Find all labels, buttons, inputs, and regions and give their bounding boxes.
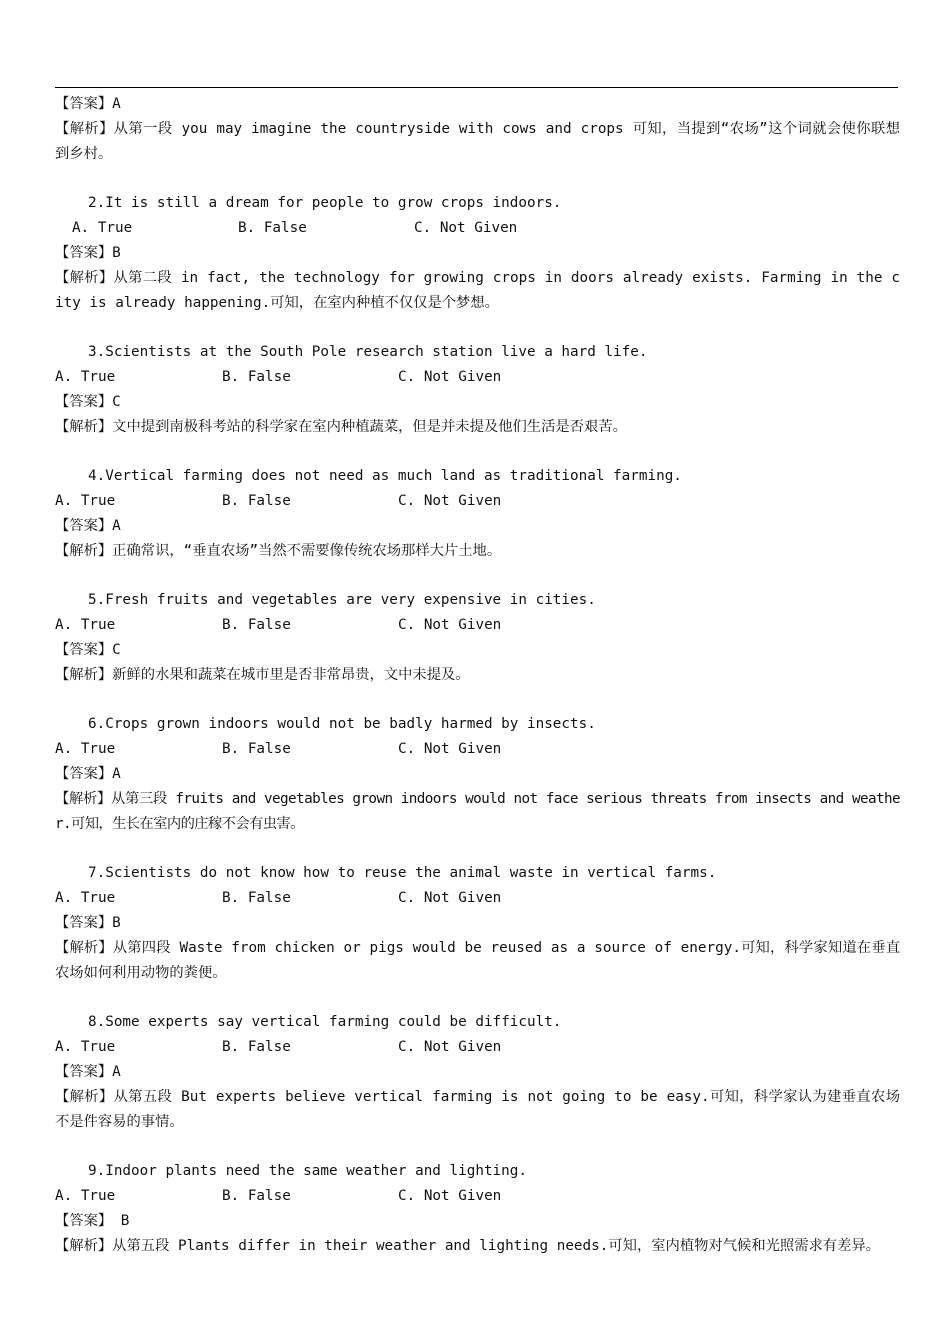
answer-line: 【答案】B <box>55 245 121 261</box>
option-a: A. True <box>55 1039 116 1055</box>
option-row <box>55 489 900 514</box>
question-block-3 <box>55 340 900 440</box>
analysis-line: 【解析】从第三段 fruits and vegetables grown indoors would not face serious threats from insects and weather.可知，生长在室内的庄稼不会有虫害。 <box>55 791 900 832</box>
top-rule <box>55 87 898 88</box>
option-row <box>55 365 900 390</box>
option-c: C. Not Given <box>414 220 518 236</box>
answer-line: 【答案】C <box>55 394 121 410</box>
question-stem: 5.Fresh fruits and vegetables are very expensive in cities. <box>88 592 596 608</box>
document-body <box>55 92 900 1283</box>
answer-line: 【答案】B <box>55 915 121 931</box>
option-row <box>55 886 900 911</box>
answer-line: 【答案】A <box>55 1064 121 1080</box>
question-stem: 7.Scientists do not know how to reuse the animal waste in vertical farms. <box>88 865 717 881</box>
question-stem: 3.Scientists at the South Pole research station live a hard life. <box>88 344 648 360</box>
question-stem: 2.It is still a dream for people to grow crops indoors. <box>88 195 562 211</box>
option-c: C. Not Given <box>398 369 502 385</box>
question-block-1 <box>55 92 900 167</box>
analysis-line: 【解析】从第四段 Waste from chicken or pigs would be reused as a source of energy.可知，科学家知道在垂直农场如何利用动物的粪便。 <box>55 940 900 981</box>
answer-line: 【答案】 B <box>55 1213 130 1229</box>
option-a: A. True <box>72 220 133 236</box>
option-a: A. True <box>55 741 116 757</box>
analysis-line: 【解析】新鲜的水果和蔬菜在城市里是否非常昂贵，文中未提及。 <box>55 667 470 683</box>
question-block-8 <box>55 1010 900 1135</box>
question-block-7 <box>55 861 900 986</box>
question-stem: 6.Crops grown indoors would not be badly harmed by insects. <box>88 716 596 732</box>
answer-line: 【答案】A <box>55 96 121 112</box>
option-row <box>55 613 900 638</box>
option-b: B. False <box>222 1039 291 1055</box>
option-c: C. Not Given <box>398 617 502 633</box>
analysis-line: 【解析】正确常识，“垂直农场”当然不需要像传统农场那样大片土地。 <box>55 543 502 559</box>
analysis-line: 【解析】从第二段 in fact, the technology for growing crops in doors already exists. Farming in the city is already happening.可知，在室内种植不仅仅是个梦想。 <box>55 270 900 311</box>
option-row <box>55 737 900 762</box>
analysis-line: 【解析】从第五段 Plants differ in their weather and lighting needs.可知，室内植物对气候和光照需求有差异。 <box>55 1238 880 1254</box>
question-block-5 <box>55 588 900 688</box>
answer-line: 【答案】A <box>55 518 121 534</box>
option-c: C. Not Given <box>398 741 502 757</box>
option-b: B. False <box>222 890 291 906</box>
option-c: C. Not Given <box>398 890 502 906</box>
option-c: C. Not Given <box>398 1039 502 1055</box>
question-stem: 4.Vertical farming does not need as much land as traditional farming. <box>88 468 682 484</box>
question-block-6 <box>55 712 900 837</box>
option-b: B. False <box>222 617 291 633</box>
option-c: C. Not Given <box>398 493 502 509</box>
analysis-line: 【解析】文中提到南极科考站的科学家在室内种植蔬菜，但是并未提及他们生活是否艰苦。 <box>55 419 627 435</box>
answer-line: 【答案】A <box>55 766 121 782</box>
question-stem: 9.Indoor plants need the same weather and lighting. <box>88 1163 527 1179</box>
option-row <box>55 1184 900 1209</box>
option-a: A. True <box>55 369 116 385</box>
option-c: C. Not Given <box>398 1188 502 1204</box>
analysis-line: 【解析】从第一段 you may imagine the countryside with cows and crops 可知，当提到“农场”这个词就会使你联想到乡村。 <box>55 121 900 162</box>
analysis-line: 【解析】从第五段 But experts believe vertical farming is not going to be easy.可知，科学家认为建垂直农场不是件容易的事情。 <box>55 1089 900 1130</box>
option-a: A. True <box>55 617 116 633</box>
question-block-4 <box>55 464 900 564</box>
option-row <box>55 1035 900 1060</box>
option-a: A. True <box>55 890 116 906</box>
option-a: A. True <box>55 1188 116 1204</box>
answer-line: 【答案】C <box>55 642 121 658</box>
question-stem: 8.Some experts say vertical farming could be difficult. <box>88 1014 562 1030</box>
option-row <box>55 216 900 241</box>
question-block-9 <box>55 1159 900 1259</box>
option-b: B. False <box>238 220 307 236</box>
option-b: B. False <box>222 369 291 385</box>
option-b: B. False <box>222 493 291 509</box>
option-b: B. False <box>222 1188 291 1204</box>
option-a: A. True <box>55 493 116 509</box>
question-block-2 <box>55 191 900 316</box>
option-b: B. False <box>222 741 291 757</box>
